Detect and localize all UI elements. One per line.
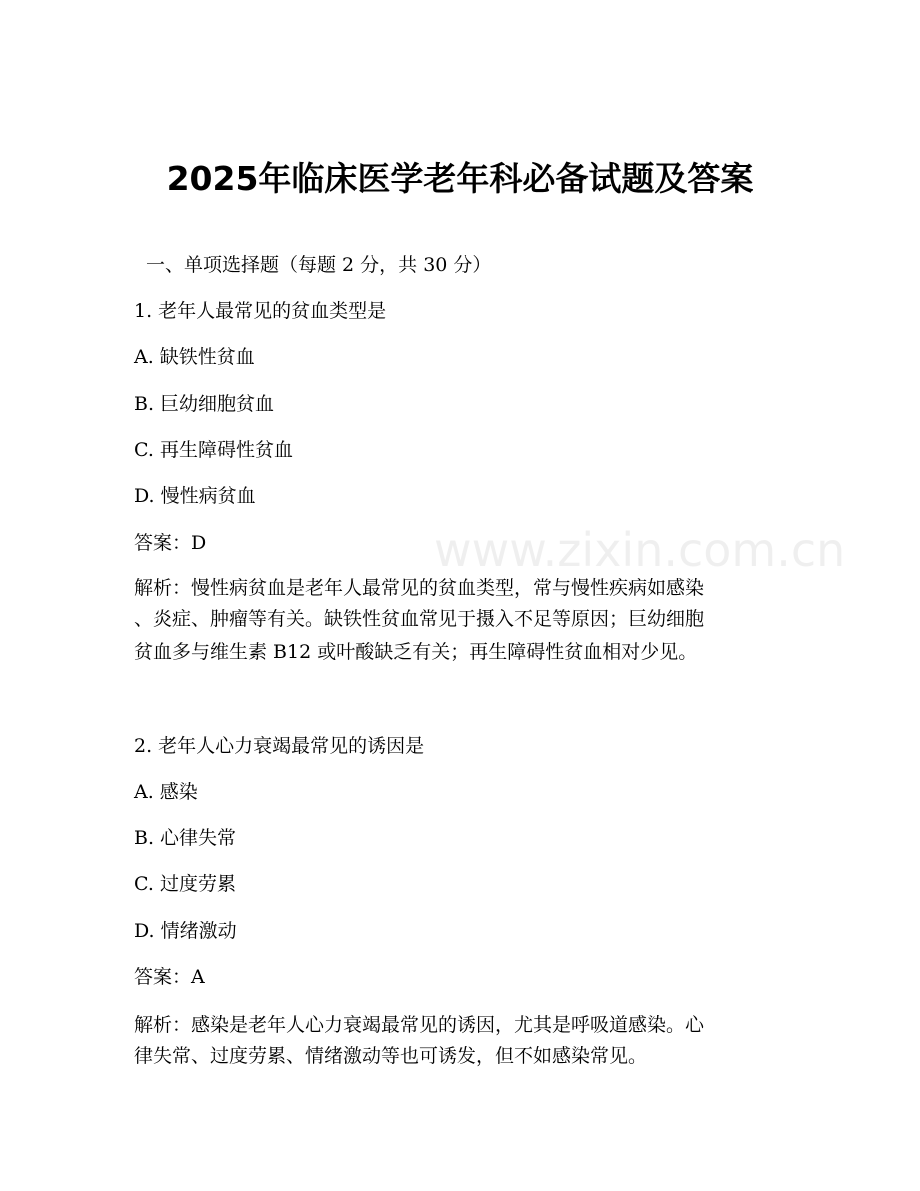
question-2-option-c: C. 过度劳累 [134,873,236,895]
document-title: 2025年临床医学老年科必备试题及答案 [166,159,754,198]
question-2-option-a: A. 感染 [134,781,198,803]
question-2-analysis-line: 律失常、过度劳累、情绪激动等也可诱发，但不如感染常见。 [134,1045,648,1067]
question-2-stem: 2. 老年人心力衰竭最常见的诱因是 [134,735,425,757]
question-1-analysis-line: 、炎症、肿瘤等有关。缺铁性贫血常见于摄入不足等原因；巨幼细胞 [134,608,705,630]
question-1-analysis-line: 解析：慢性病贫血是老年人最常见的贫血类型，常与慢性疾病如感染 [134,577,705,599]
question-1-option-a: A. 缺铁性贫血 [134,346,255,368]
question-1-answer: 答案：D [134,532,207,554]
section-heading: 一、单项选择题（每题 2 分，共 30 分） [146,254,492,276]
question-1-option-d: D. 慢性病贫血 [134,485,256,507]
question-2-answer: 答案：A [134,966,205,988]
question-2-option-b: B. 心律失常 [134,827,237,849]
watermark: www.zixin.com.cn [434,523,846,577]
question-2-analysis-line: 解析：感染是老年人心力衰竭最常见的诱因，尤其是呼吸道感染。心 [134,1014,705,1036]
question-1-stem: 1. 老年人最常见的贫血类型是 [134,300,387,322]
question-2-option-d: D. 情绪激动 [134,920,237,942]
question-1-analysis-line: 贫血多与维生素 B12 或叶酸缺乏有关；再生障碍性贫血相对少见。 [134,641,698,663]
question-1-option-c: C. 再生障碍性贫血 [134,439,293,461]
question-1-option-b: B. 巨幼细胞贫血 [134,393,275,415]
